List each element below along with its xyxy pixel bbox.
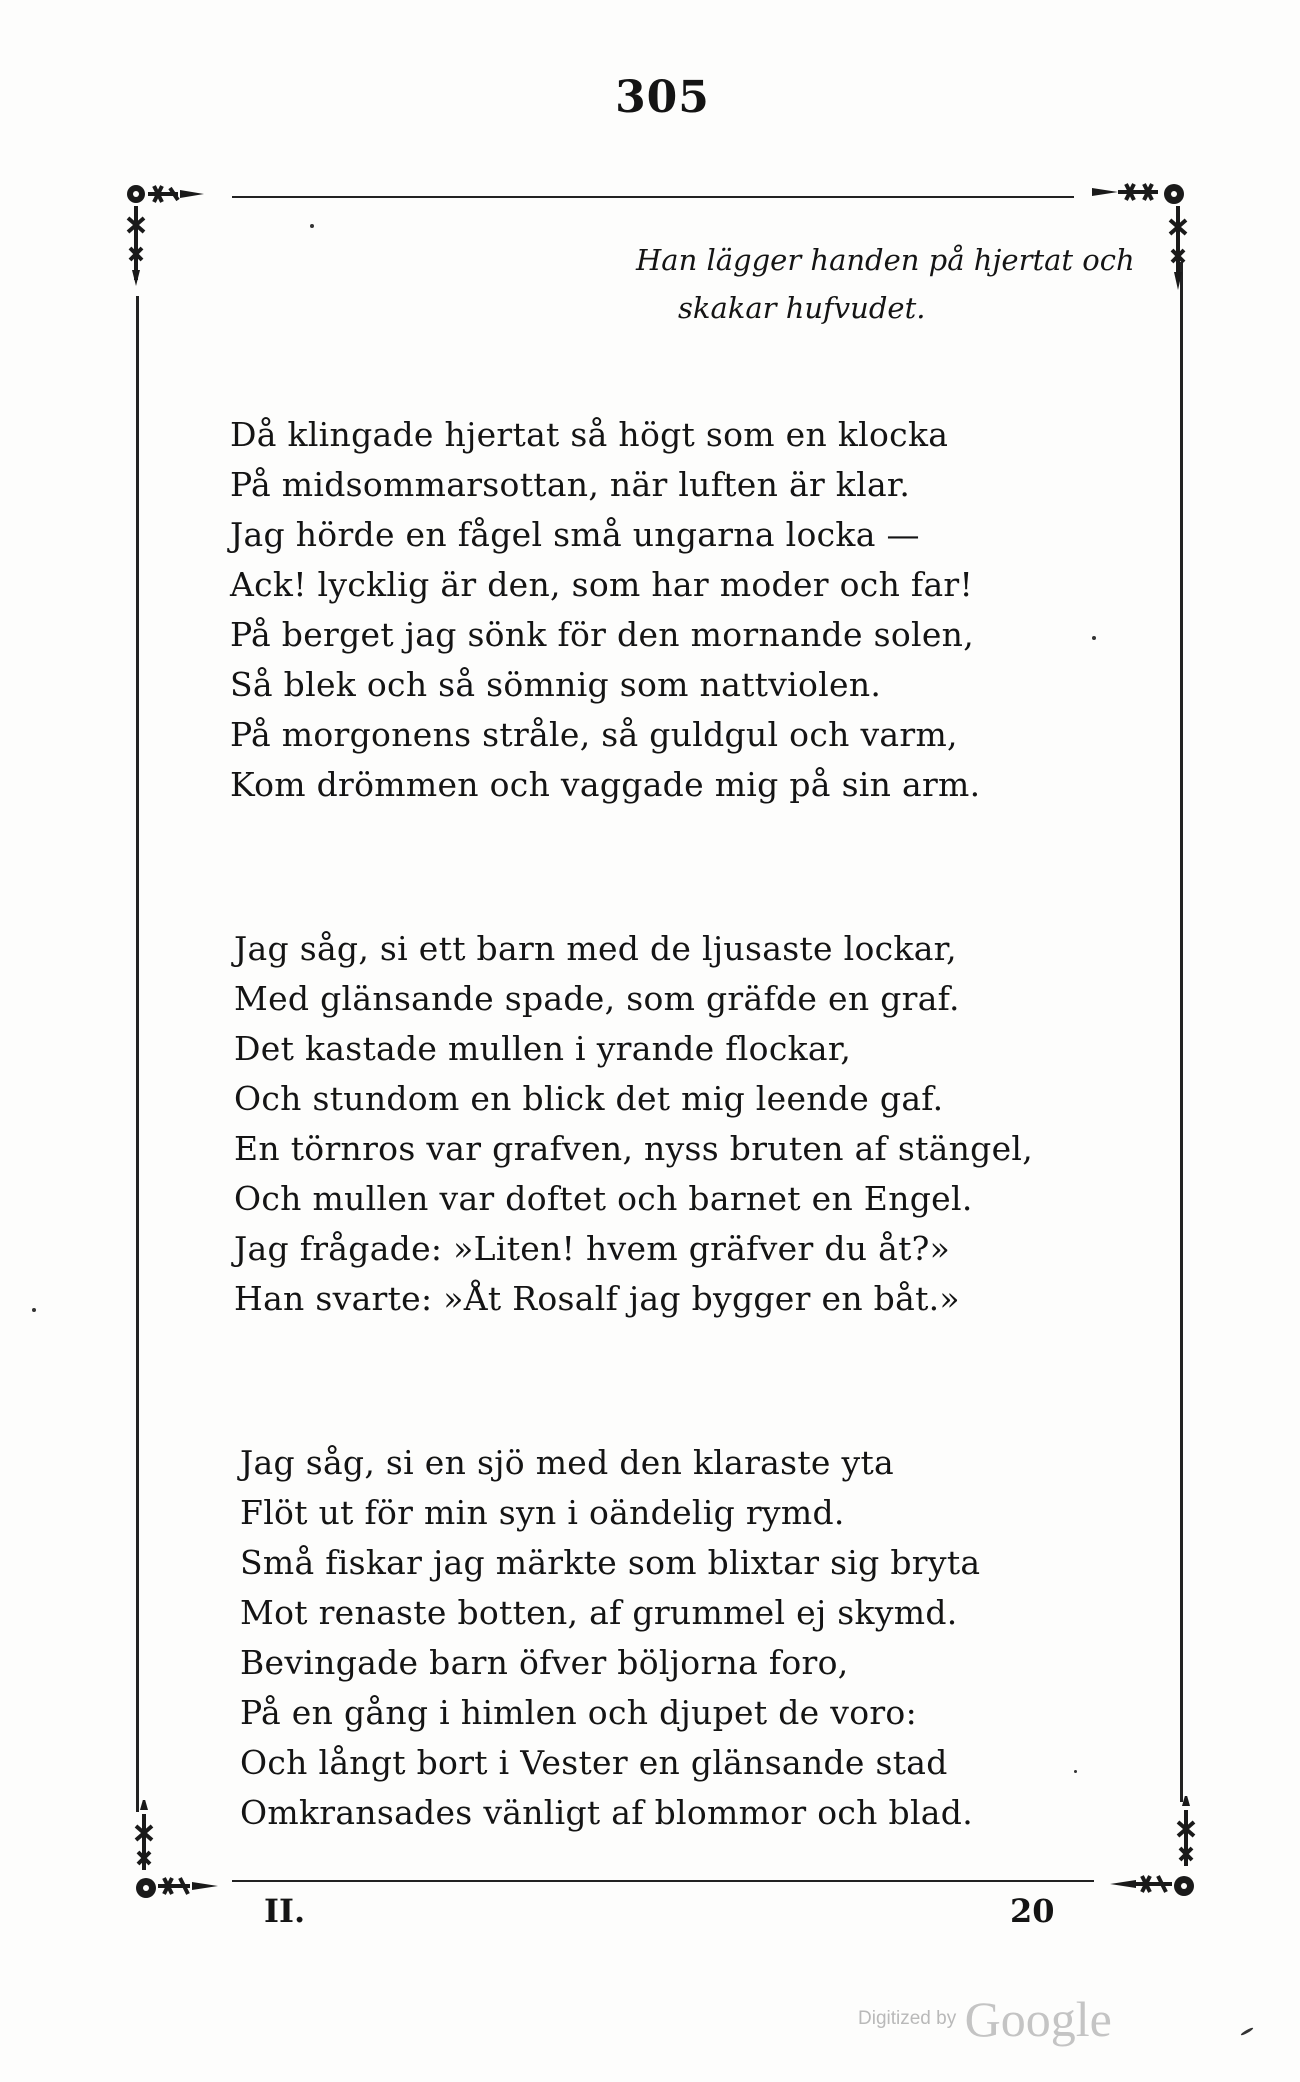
verse-line: Och stundom en blick det mig leende gaf. (234, 1079, 944, 1118)
scan-speck (1074, 1770, 1077, 1773)
verse-line: Kom drömmen och vaggade mig på sin arm. (230, 765, 981, 804)
verse-line: På midsommarsottan, när luften är klar. (230, 465, 911, 504)
corner-ornament-top-left-icon (118, 170, 228, 320)
verse-line: Jag såg, si ett barn med de ljusaste lockar, (234, 929, 957, 968)
verse-line: Och mullen var doftet och barnet en Engel. (234, 1179, 973, 1218)
verse-line: Mot renaste botten, af grummel ej skymd. (240, 1593, 958, 1632)
verse-line: På morgonens stråle, så guldgul och varm, (230, 715, 958, 754)
stage-direction-line: Han lägger handen på hjertat och (636, 243, 1135, 277)
frame-left-rule (136, 296, 139, 1812)
verse-line: Han svarte: »Åt Rosalf jag bygger en båt.» (234, 1279, 960, 1318)
verse-line: På en gång i himlen och djupet de voro: (240, 1693, 918, 1732)
frame-right-rule (1180, 262, 1183, 1802)
verse-line: Jag frågade: »Liten! hvem gräfver du åt?» (234, 1229, 951, 1268)
page-number: 305 (615, 72, 710, 123)
verse-line: Så blek och så sömnig som nattviolen. (230, 665, 882, 704)
verse-line: Med glänsande spade, som gräfde en graf. (234, 979, 960, 1018)
scan-speck (310, 224, 314, 228)
stage-direction (636, 236, 1136, 332)
verse-line: Flöt ut för min syn i oändelig rymd. (240, 1493, 845, 1532)
frame-bottom-rule (232, 1880, 1094, 1882)
verse-line: Jag såg, si en sjö med den klaraste yta (240, 1443, 895, 1482)
verse-line: Det kastade mullen i yrande flockar, (234, 1029, 852, 1068)
stanza-3 (240, 1438, 1120, 1838)
verse-line: Då klingade hjertat så högt som en klocka (230, 415, 949, 454)
verse-line: Ack! lycklig är den, som har moder och far! (230, 565, 974, 604)
digitized-watermark (858, 1990, 1112, 2048)
verse-line: Små fiskar jag märkte som blixtar sig bryta (240, 1543, 981, 1582)
volume-signature: II. (264, 1892, 306, 1930)
stanza-2 (234, 924, 1114, 1324)
stage-direction-line: skakar hufvudet. (678, 291, 926, 325)
scan-speck (32, 1308, 36, 1312)
verse-line: Och långt bort i Vester en glänsande stad (240, 1743, 948, 1782)
stanza-1 (230, 410, 1110, 810)
sheet-signature: 20 (1010, 1892, 1055, 1930)
digitized-label: Digitized by (858, 2008, 957, 2029)
verse-line: På berget jag sönk för den mornande solen, (230, 615, 975, 654)
verse-line: Bevingade barn öfver böljorna foro, (240, 1643, 849, 1682)
verse-line: Jag hörde en fågel små ungarna locka — (230, 515, 920, 554)
scan-speck (1092, 636, 1096, 640)
corner-ornament-bottom-left-icon (126, 1800, 236, 1950)
verse-line: Omkransades vänligt af blommor och blad. (240, 1793, 973, 1832)
digitized-brand: Google (964, 1991, 1112, 2047)
scan-speck (1240, 2027, 1254, 2037)
frame-top-rule (232, 196, 1074, 198)
verse-line: En törnros var grafven, nyss bruten af stängel, (234, 1129, 1034, 1168)
